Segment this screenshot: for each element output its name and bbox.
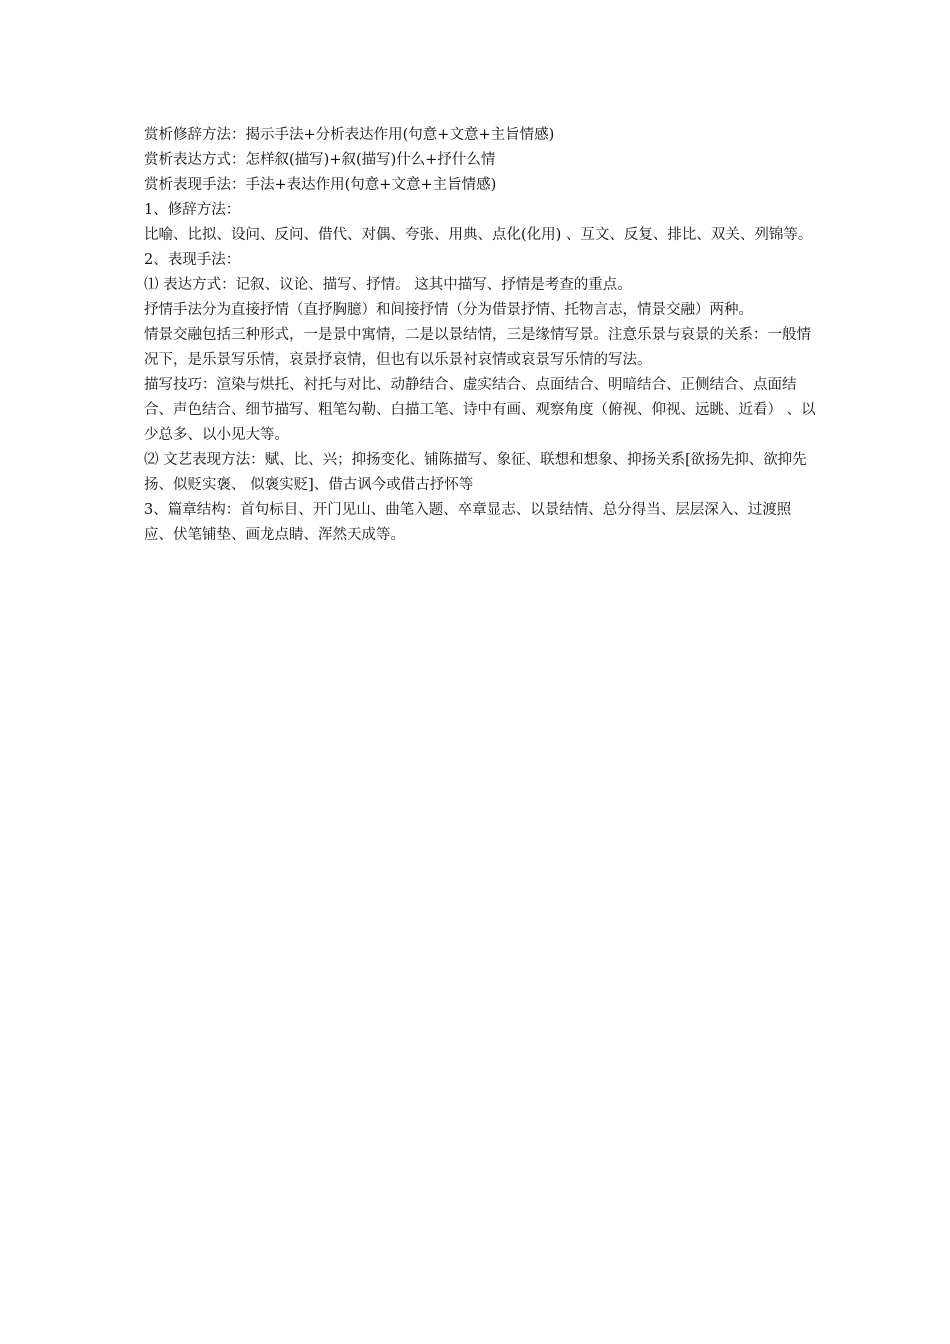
document-body bbox=[144, 123, 816, 548]
paragraph-rhetoric-list: 比喻、比拟、设问、反问、借代、对偶、夸张、用典、点化(化用) 、互文、反复、排比、双关、列锦等。 bbox=[144, 227, 813, 243]
paragraph-technique-appreciation: 赏析表现手法：手法+表达作用(句意+文意+主旨情感) bbox=[144, 177, 497, 193]
paragraph-lyric-methods: 抒情手法分为直接抒情（直抒胸臆）和间接抒情（分为借景抒情、托物言志，情景交融）两种。 bbox=[144, 302, 753, 318]
paragraph-expression-appreciation: 赏析表达方式：怎样叙(描写)+叙(描写)什么+抒什么情 bbox=[144, 152, 496, 168]
paragraph-artistic-methods: ⑵ 文艺表现方法：赋、比、兴；抑扬变化、铺陈描写、象征、联想和想象、抑扬关系[欲扬先抑、欲抑先扬、似贬实褒、 似褒实贬]、借古讽今或借古抒怀等 bbox=[144, 452, 807, 493]
paragraph-rhetoric-appreciation: 赏析修辞方法：揭示手法+分析表达作用(句意+文意+主旨情感) bbox=[144, 127, 555, 143]
paragraph-structure: 3、篇章结构：首句标目、开门见山、曲笔入题、卒章显志、以景结情、总分得当、层层深入、过渡照应、伏笔铺垫、画龙点睛、浑然天成等。 bbox=[144, 502, 792, 543]
section-heading-techniques: 2、表现手法： bbox=[144, 252, 241, 268]
section-heading-rhetoric: 1、修辞方法： bbox=[144, 202, 241, 218]
paragraph-description-skills: 描写技巧：渲染与烘托、衬托与对比、动静结合、虚实结合、点面结合、明暗结合、正侧结合、点面结合、声色结合、细节描写、粗笔勾勒、白描工笔、诗中有画、观察角度（俯视、仰视、远眺、近看） 、以少总多、以小见大等。 bbox=[144, 377, 816, 443]
paragraph-expression-modes: ⑴ 表达方式：记叙、议论、描写、抒情。 这其中描写、抒情是考查的重点。 bbox=[144, 277, 632, 293]
paragraph-scene-emotion: 情景交融包括三种形式，一是景中寓情，二是以景结情，三是缘情写景。注意乐景与哀景的关系：一般情况下，是乐景写乐情，哀景抒哀情，但也有以乐景衬哀情或哀景写乐情的写法。 bbox=[144, 327, 811, 368]
